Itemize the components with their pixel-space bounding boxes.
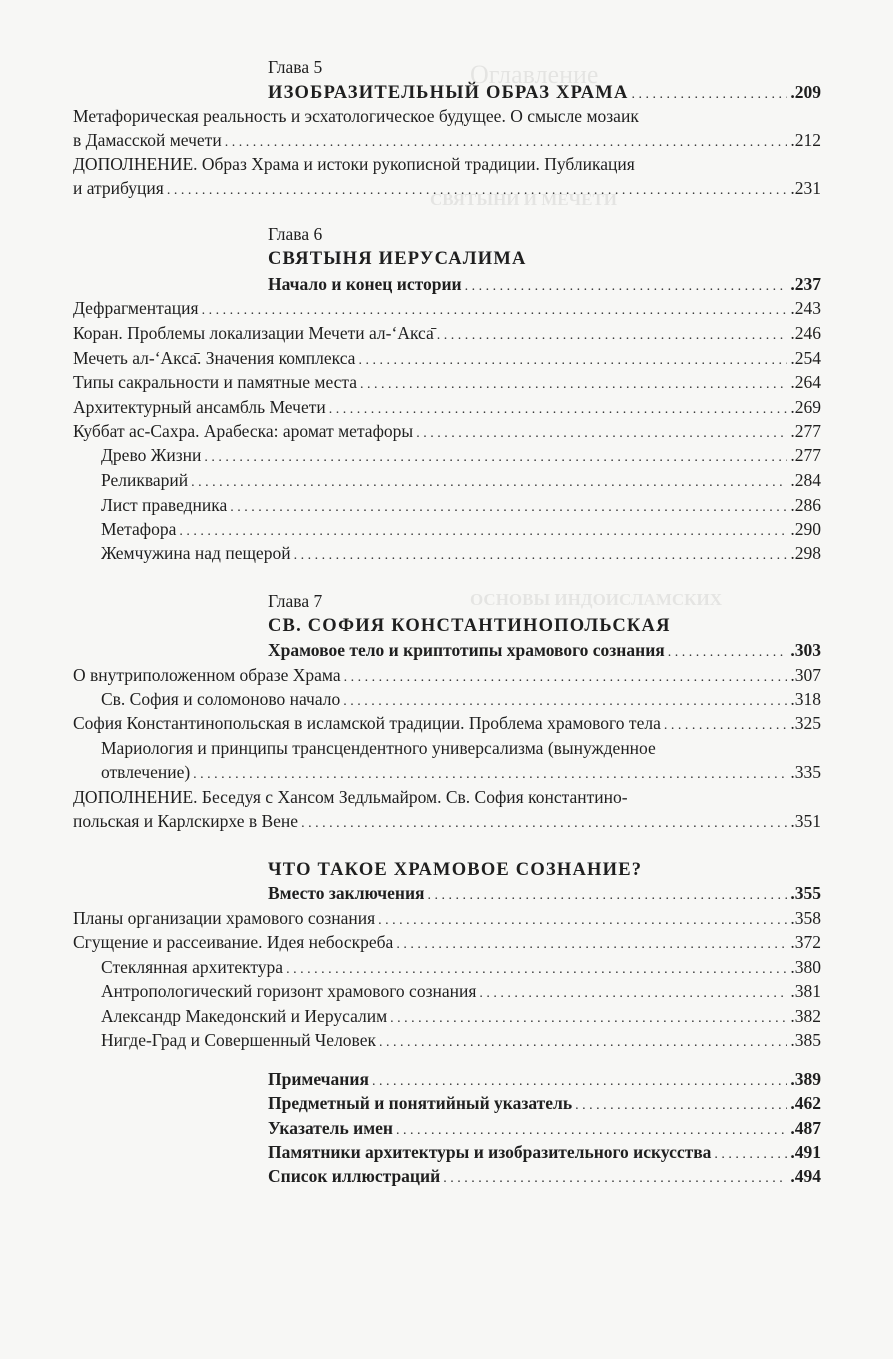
toc-entry[interactable] xyxy=(101,1028,821,1052)
toc-entry-text: Стеклянная архитектура xyxy=(101,957,284,977)
page-number: .385 xyxy=(790,1030,821,1050)
dot-leader xyxy=(664,714,788,738)
page-number: .209 xyxy=(790,82,821,102)
toc-entry-text: Типы сакральности и памятные места xyxy=(73,372,358,392)
toc-entry-text: Примечания xyxy=(268,1069,369,1089)
toc-entry-line[interactable]: Метафорическая реальность и эсхатологическое будущее. О смысле мозаик xyxy=(73,106,639,126)
page-number: .462 xyxy=(790,1093,821,1113)
toc-entry[interactable] xyxy=(101,979,821,1003)
toc-entry[interactable] xyxy=(101,760,821,784)
dot-leader xyxy=(428,884,788,908)
toc-entry[interactable] xyxy=(73,176,821,200)
toc-entry[interactable] xyxy=(73,128,821,152)
dot-leader xyxy=(204,446,787,470)
page-number: .351 xyxy=(790,811,821,831)
chapter-5-label: Глава 5 xyxy=(268,57,323,77)
toc-entry-text: в Дамасской мечети xyxy=(73,130,222,150)
dot-leader xyxy=(301,812,787,836)
toc-entry-text: Жемчужина над пещерой xyxy=(101,543,291,563)
toc-entry-text: Древо Жизни xyxy=(101,445,202,465)
toc-entry-line[interactable]: ДОПОЛНЕНИЕ. Образ Храма и истоки рукописной традиции. Публикация xyxy=(73,154,635,174)
toc-entry-text: отвлечение) xyxy=(101,762,191,782)
page-number: .335 xyxy=(790,762,821,782)
toc-entry-text: Реликварий xyxy=(101,470,189,490)
page-number: .382 xyxy=(790,1006,821,1026)
toc-entry[interactable] xyxy=(268,80,821,104)
toc-entry-text: и атрибуция xyxy=(73,178,164,198)
page-number: .246 xyxy=(790,323,821,343)
dot-leader xyxy=(360,373,787,397)
conclusion-subtitle: Вместо заключения xyxy=(268,883,425,903)
toc-entry[interactable] xyxy=(73,930,821,954)
toc-entry-text: О внутриположенном образе Храма xyxy=(73,665,341,685)
bleed-through-text: СВЯТЫНИ И МЕЧЕТИ xyxy=(430,190,618,209)
toc-entry[interactable] xyxy=(73,395,821,419)
chapter-7-subtitle: Храмовое тело и криптотипы храмового сознания xyxy=(268,640,665,660)
toc-entry[interactable] xyxy=(73,906,821,930)
toc-entry-text: Сгущение и рассеивание. Идея небоскреба xyxy=(73,932,394,952)
dot-leader xyxy=(167,179,788,203)
toc-entry[interactable] xyxy=(73,321,821,345)
bleed-through-text: Оглавление xyxy=(470,60,599,89)
toc-entry[interactable] xyxy=(101,1004,821,1028)
chapter-6-subtitle: Начало и конец истории xyxy=(268,274,462,294)
toc-entry-text: Указатель имен xyxy=(268,1118,393,1138)
toc-entry[interactable] xyxy=(268,638,821,662)
page-number: .325 xyxy=(790,713,821,733)
page-number: .487 xyxy=(790,1118,821,1138)
dot-leader xyxy=(193,763,787,787)
toc-entry[interactable] xyxy=(73,346,821,370)
toc-entry-text: Предметный и понятийный указатель xyxy=(268,1093,573,1113)
toc-entry[interactable] xyxy=(268,1091,821,1115)
page-number: .389 xyxy=(790,1069,821,1089)
toc-entry-text: Дефрагментация xyxy=(73,298,199,318)
toc-entry[interactable] xyxy=(268,1140,821,1164)
page-number: .277 xyxy=(790,421,821,441)
toc-entry-text: София Константинопольская в исламской традиции. Проблема храмового тела xyxy=(73,713,661,733)
page-number: .494 xyxy=(790,1166,821,1186)
toc-entry-line[interactable]: ДОПОЛНЕНИЕ. Беседуя с Хансом Зедльмайром. Св. София константино- xyxy=(73,787,628,807)
toc-entry[interactable] xyxy=(73,663,821,687)
toc-entry[interactable] xyxy=(73,370,821,394)
dot-leader xyxy=(479,982,787,1006)
toc-entry-text: Св. София и соломоново начало xyxy=(101,689,341,709)
page-number: .290 xyxy=(790,519,821,539)
toc-entry-text: Лист праведника xyxy=(101,495,228,515)
toc-entry[interactable] xyxy=(268,881,821,905)
chapter-6-label: Глава 6 xyxy=(268,224,323,244)
page-number: .303 xyxy=(790,640,821,660)
toc-entry-text: Антропологический горизонт храмового сознания xyxy=(101,981,477,1001)
page-number: .298 xyxy=(790,543,821,563)
toc-entry[interactable] xyxy=(268,1164,821,1188)
toc-entry[interactable] xyxy=(73,711,821,735)
toc-entry[interactable] xyxy=(101,468,821,492)
toc-entry[interactable] xyxy=(73,296,821,320)
page-number: .212 xyxy=(790,130,821,150)
page-number: .286 xyxy=(790,495,821,515)
toc-entry[interactable] xyxy=(101,493,821,517)
toc-entry-text: Нигде-Град и Совершенный Человек xyxy=(101,1030,376,1050)
dot-leader xyxy=(396,933,787,957)
toc-entry[interactable] xyxy=(101,955,821,979)
page-number: .358 xyxy=(790,908,821,928)
dot-leader xyxy=(379,1031,787,1055)
page-number: .277 xyxy=(790,445,821,465)
page-number: .307 xyxy=(790,665,821,685)
page-number: .318 xyxy=(790,689,821,709)
toc-entry-text: Список иллюстраций xyxy=(268,1166,441,1186)
toc-entry-text: Александр Македонский и Иерусалим xyxy=(101,1006,388,1026)
toc-entry-text: польская и Карлскирхе в Вене xyxy=(73,811,299,831)
page-number: .381 xyxy=(790,981,821,1001)
toc-entry[interactable] xyxy=(101,541,821,565)
dot-leader xyxy=(437,324,788,348)
page-number: .269 xyxy=(790,397,821,417)
dot-leader xyxy=(575,1094,787,1118)
toc-entry[interactable] xyxy=(73,809,821,833)
dot-leader xyxy=(191,471,787,495)
page-number: .264 xyxy=(790,372,821,392)
dot-leader xyxy=(668,641,788,665)
toc-entry[interactable] xyxy=(268,1116,821,1140)
toc-entry-line[interactable]: Мариология и принципы трансцендентного универсализма (вынужденное xyxy=(101,738,656,758)
toc-entry[interactable] xyxy=(101,687,821,711)
page-number: .380 xyxy=(790,957,821,977)
page-number: .284 xyxy=(790,470,821,490)
toc-entry-text: Куббат ас-Сахра. Арабеска: аромат метафоры xyxy=(73,421,414,441)
chapter-7-label: Глава 7 xyxy=(268,591,323,611)
chapter-5-title: ИЗОБРАЗИТЕЛЬНЫЙ ОБРАЗ ХРАМА xyxy=(268,83,629,103)
toc-entry[interactable] xyxy=(268,272,821,296)
toc-entry-text: Памятники архитектуры и изобразительного искусства xyxy=(268,1142,712,1162)
dot-leader xyxy=(443,1167,787,1191)
conclusion-title: ЧТО ТАКОЕ ХРАМОВОЕ СОЗНАНИЕ? xyxy=(268,860,643,880)
chapter-6-title: СВЯТЫНЯ ИЕРУСАЛИМА xyxy=(268,249,527,269)
toc-entry[interactable] xyxy=(101,517,821,541)
bleed-through-text: ОСНОВЫ ИНДОИСЛАМСКИХ xyxy=(470,590,722,609)
toc-entry-text: Коран. Проблемы локализации Мечети ал-‘Акса̄ xyxy=(73,323,434,343)
toc-entry-text: Архитектурный ансамбль Мечети xyxy=(73,397,326,417)
toc-entry-text: Метафора xyxy=(101,519,177,539)
page-number: .355 xyxy=(790,883,821,903)
toc-entry[interactable] xyxy=(101,443,821,467)
page-number: .237 xyxy=(790,274,821,294)
toc-entry[interactable] xyxy=(268,1067,821,1091)
toc-entry[interactable] xyxy=(73,419,821,443)
page-number: .243 xyxy=(790,298,821,318)
dot-leader xyxy=(294,544,788,568)
toc-entry-text: Планы организации храмового сознания xyxy=(73,908,376,928)
page-number: .231 xyxy=(790,178,821,198)
toc-entry-text: Мечеть ал-‘Акса̄. Значения комплекса xyxy=(73,348,356,368)
chapter-7-title: СВ. СОФИЯ КОНСТАНТИНОПОЛЬСКАЯ xyxy=(268,616,671,636)
page-number: .491 xyxy=(790,1142,821,1162)
dot-leader xyxy=(632,83,788,107)
page-number: .372 xyxy=(790,932,821,952)
dot-leader xyxy=(202,299,788,323)
page-number: .254 xyxy=(790,348,821,368)
